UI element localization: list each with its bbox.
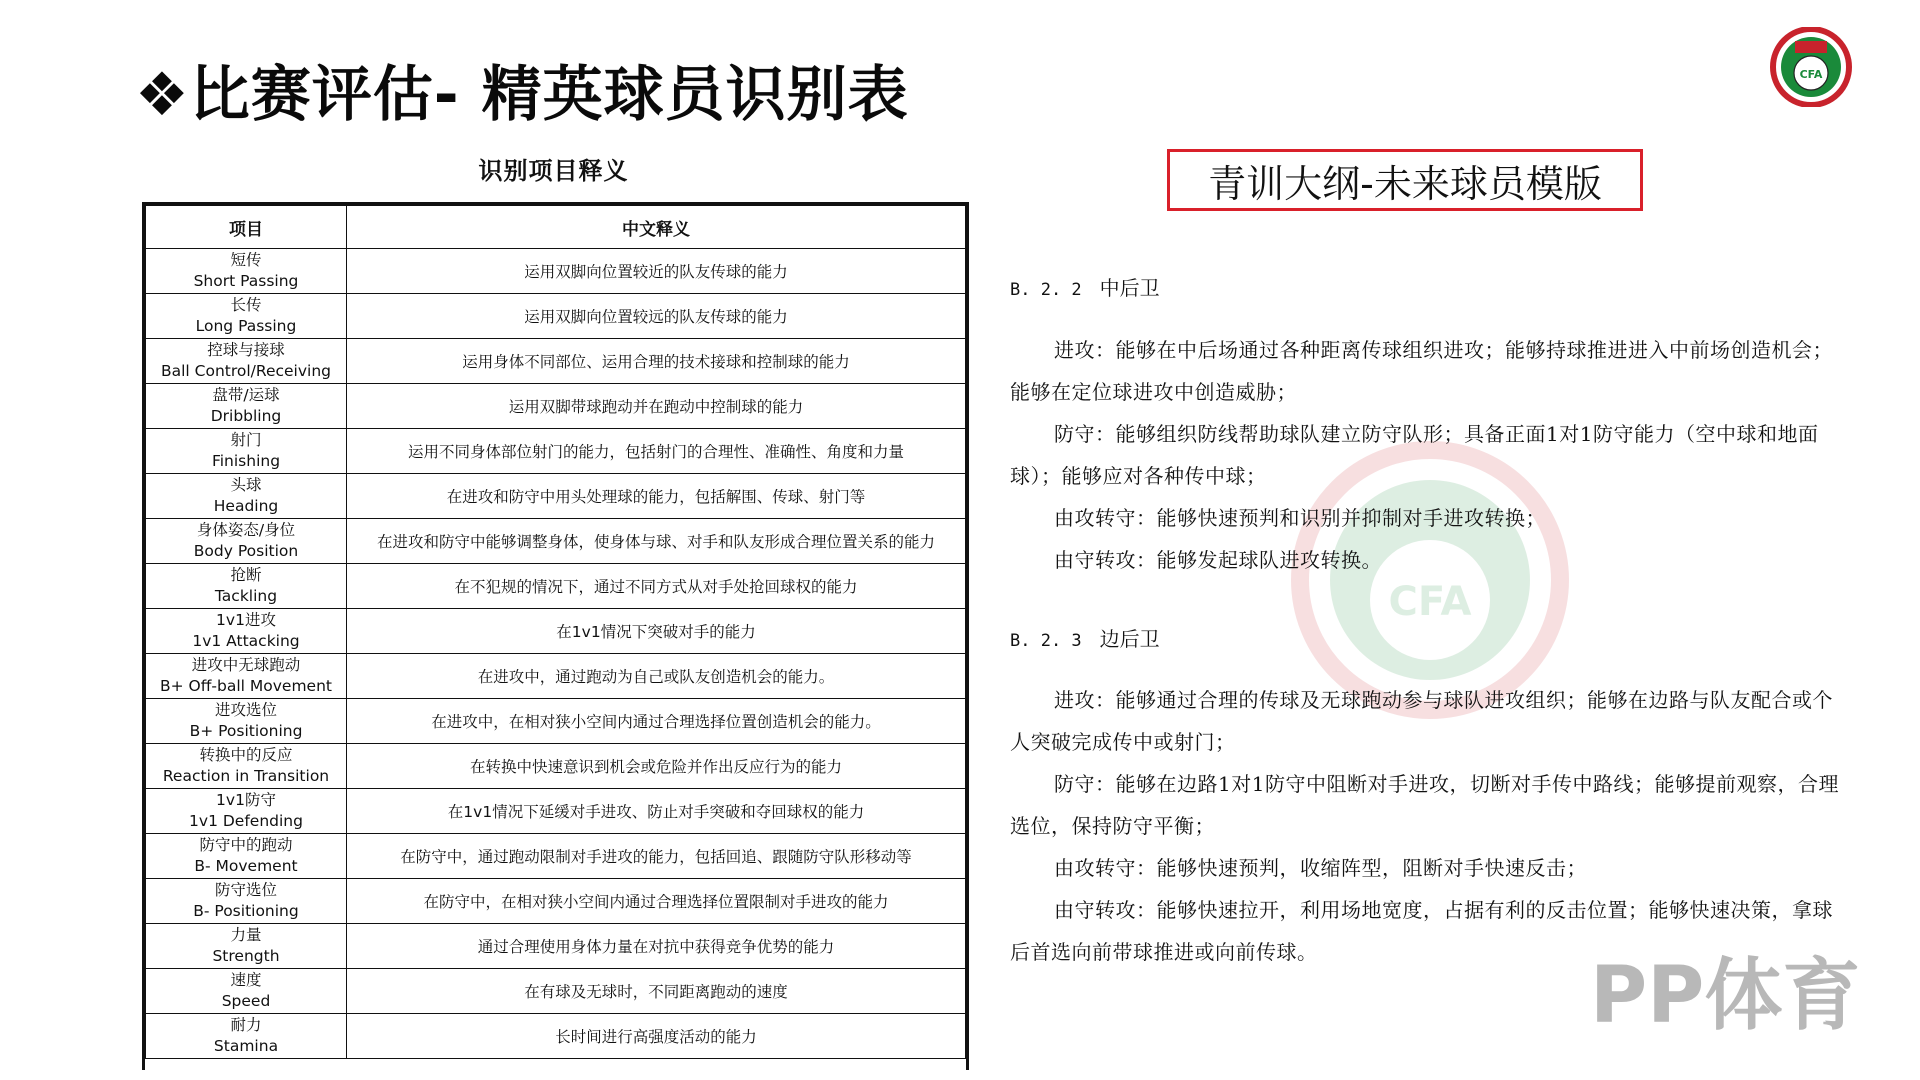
paragraph: 进攻：能够在中后场通过各种距离传球组织进攻；能够持球推进进入中前场创造机会；能够在定位球进攻中创造威胁； (1010, 338, 1833, 404)
item-cell (146, 924, 347, 969)
meaning-cell: 在防守中，通过跑动限制对手进攻的能力，包括回追、跟随防守队形移动等 (347, 834, 966, 879)
paragraph: 由攻转守：能够快速预判，收缩阵型，阻断对手快速反击； (1054, 856, 1587, 880)
table-row (146, 699, 966, 744)
table-header-row (146, 206, 966, 249)
section-name: 边后卫 (1099, 627, 1160, 651)
meaning-cell: 在转换中快速意识到机会或危险并作出反应行为的能力 (347, 744, 966, 789)
item-name-en: Tackling (214, 587, 278, 605)
item-name-cn: 转换中的反应 (199, 746, 293, 764)
meaning-cell: 在有球及无球时，不同距离跑动的速度 (347, 969, 966, 1014)
section-number: B. 2. 3 (1010, 631, 1082, 651)
item-name-en: B- Movement (194, 857, 298, 875)
item-name-en: B+ Off-ball Movement (160, 677, 332, 695)
item-cell (146, 1014, 347, 1059)
table-row (146, 969, 966, 1014)
paragraph: 由守转攻：能够快速拉开，利用场地宽度，占据有利的反击位置；能够快速决策，拿球后首选向前带球推进或向前传球。 (1010, 898, 1833, 964)
meaning-cell: 在进攻中，通过跑动为自己或队友创造机会的能力。 (347, 654, 966, 699)
item-name-cn: 控球与接球 (207, 341, 285, 359)
paragraph: 由攻转守：能够快速预判和识别并抑制对手进攻转换； (1054, 506, 1546, 530)
item-name-cn: 长传 (230, 296, 262, 314)
table-row (146, 429, 966, 474)
meaning-cell: 运用双脚带球跑动并在跑动中控制球的能力 (347, 384, 966, 429)
item-cell (146, 744, 347, 789)
item-name-en: Strength (212, 947, 280, 965)
table-row (146, 744, 966, 789)
item-name-cn: 耐力 (230, 1016, 262, 1034)
item-name-cn: 短传 (230, 251, 262, 269)
item-cell (146, 249, 347, 294)
item-name-cn: 防守选位 (214, 881, 277, 899)
paragraph: 防守：能够在边路1对1防守中阻断对手进攻，切断对手传中路线；能够提前观察，合理选位，保持防守平衡； (1010, 772, 1839, 838)
item-name-cn: 速度 (230, 971, 262, 989)
table-row (146, 519, 966, 564)
table-row (146, 609, 966, 654)
item-name-cn: 进攻中无球跑动 (191, 656, 301, 674)
slide-title: ❖比赛评估- 精英球员识别表 (135, 60, 909, 130)
meaning-cell: 在1v1情况下突破对手的能力 (347, 609, 966, 654)
table-row (146, 249, 966, 294)
item-name-en: Reaction in Transition (162, 767, 330, 785)
item-name-cn: 进攻选位 (214, 701, 277, 719)
meaning-cell: 在进攻和防守中能够调整身体，使身体与球、对手和队友形成合理位置关系的能力 (347, 519, 966, 564)
section-heading (1010, 623, 1160, 652)
item-cell (146, 789, 347, 834)
item-cell (146, 294, 347, 339)
table-row (146, 879, 966, 924)
item-name-cn: 头球 (230, 476, 262, 494)
section-heading (1010, 272, 1160, 301)
item-cell (146, 654, 347, 699)
paragraph: 进攻：能够通过合理的传球及无球跑动参与球队进攻组织；能够在边路与队友配合或个人突破完成传中或射门； (1010, 688, 1833, 754)
item-cell (146, 969, 347, 1014)
item-name-en: Ball Control/Receiving (160, 362, 332, 380)
item-name-cn: 盘带/运球 (212, 386, 280, 404)
meaning-cell: 在1v1情况下延缓对手进攻、防止对手突破和夺回球权的能力 (347, 789, 966, 834)
svg-text:CFA: CFA (1388, 579, 1472, 625)
cfa-logo-abbr: CFA (1799, 68, 1823, 81)
meaning-cell: 运用双脚向位置较近的队友传球的能力 (347, 249, 966, 294)
meaning-cell: 在进攻中，在相对狭小空间内通过合理选择位置创造机会的能力。 (347, 699, 966, 744)
item-cell (146, 699, 347, 744)
item-cell (146, 564, 347, 609)
table-row (146, 924, 966, 969)
pp-sports-logo (1590, 950, 1880, 1040)
item-name-cn: 1v1进攻 (216, 611, 276, 629)
item-cell (146, 339, 347, 384)
item-name-en: 1v1 Attacking (192, 632, 300, 650)
cfa-logo (1767, 27, 1855, 107)
table-row (146, 564, 966, 609)
item-name-en: Body Position (193, 542, 299, 560)
table-row (146, 474, 966, 519)
table-row (146, 294, 966, 339)
meaning-cell: 在防守中，在相对狭小空间内通过合理选择位置限制对手进攻的能力 (347, 879, 966, 924)
meaning-cell: 长时间进行高强度活动的能力 (347, 1014, 966, 1059)
item-cell (146, 519, 347, 564)
meaning-cell: 在进攻和防守中用头处理球的能力，包括解围、传球、射门等 (347, 474, 966, 519)
meaning-cell: 在不犯规的情况下，通过不同方式从对手处抢回球权的能力 (347, 564, 966, 609)
paragraph: 防守：能够组织防线帮助球队建立防守队形；具备正面1对1防守能力（空中球和地面球）；能够应对各种传中球； (1010, 422, 1819, 488)
item-name-en: B+ Positioning (189, 722, 303, 740)
section-name: 中后卫 (1099, 276, 1160, 300)
item-name-en: Finishing (211, 452, 281, 470)
table-row (146, 789, 966, 834)
item-cell (146, 384, 347, 429)
item-name-cn: 射门 (230, 431, 262, 449)
item-name-en: Short Passing (193, 272, 299, 290)
item-name-en: Heading (213, 497, 279, 515)
paragraph: 由守转攻：能够发起球队进攻转换。 (1054, 548, 1382, 572)
item-name-cn: 身体姿态/身位 (196, 521, 296, 539)
table-heading: 识别项目释义 (478, 157, 629, 185)
item-name-cn: 力量 (230, 926, 262, 944)
meaning-cell: 运用身体不同部位、运用合理的技术接球和控制球的能力 (347, 339, 966, 384)
item-name-en: Stamina (213, 1037, 279, 1055)
item-name-en: Dribbling (210, 407, 282, 425)
column-header-meaning: 中文释义 (347, 206, 966, 249)
item-cell (146, 429, 347, 474)
table-row (146, 834, 966, 879)
table-row (146, 1014, 966, 1059)
attribute-table (142, 202, 969, 1070)
item-name-cn: 抢断 (230, 566, 262, 584)
item-cell (146, 474, 347, 519)
pp-sports-logo-text: PP体育 (1590, 951, 1861, 1040)
framed-title: 青训大纲-未来球员模版 (1167, 149, 1643, 211)
table-row (146, 339, 966, 384)
meaning-cell: 运用双脚向位置较远的队友传球的能力 (347, 294, 966, 339)
table-row (146, 384, 966, 429)
item-name-cn: 防守中的跑动 (199, 836, 293, 854)
item-name-en: Speed (221, 992, 271, 1010)
item-name-en: Long Passing (195, 317, 297, 335)
section-number: B. 2. 2 (1010, 280, 1082, 300)
item-name-cn: 1v1防守 (216, 791, 276, 809)
column-header-item: 项目 (146, 206, 347, 249)
meaning-cell: 通过合理使用身体力量在对抗中获得竞争优势的能力 (347, 924, 966, 969)
item-cell (146, 879, 347, 924)
item-cell (146, 834, 347, 879)
item-name-en: B- Positioning (193, 902, 299, 920)
meaning-cell: 运用不同身体部位射门的能力，包括射门的合理性、准确性、角度和力量 (347, 429, 966, 474)
table-row (146, 654, 966, 699)
item-name-en: 1v1 Defending (189, 812, 303, 830)
item-cell (146, 609, 347, 654)
